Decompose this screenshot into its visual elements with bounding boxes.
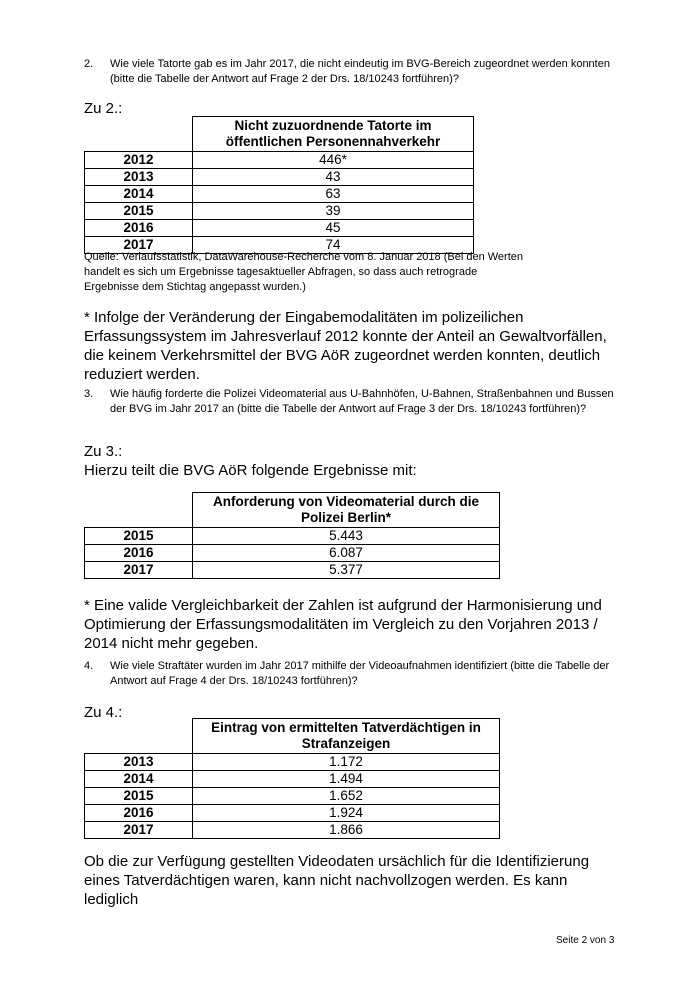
table-answer-4 <box>84 718 500 839</box>
value-cell: 1.172 <box>193 754 500 771</box>
value-cell: 1.652 <box>193 788 500 805</box>
table-row <box>85 562 500 579</box>
table-corner <box>85 493 193 528</box>
value-cell: 63 <box>193 186 474 203</box>
answer-3-heading: Zu 3.: <box>84 443 123 460</box>
year-cell: 2017 <box>85 822 193 839</box>
page-number: Seite 2 von 3 <box>556 935 615 946</box>
value-cell: 43 <box>193 169 474 186</box>
question-2-number: 2. <box>84 58 94 70</box>
year-cell: 2016 <box>85 545 193 562</box>
source-note: Quelle: Verlaufsstatistik, DataWarehouse-Recherche vom 8. Januar 2018 (Bei den Werten handelt es sich um Ergebnisse tagesaktueller Abfragen, so dass auch retrograde Ergebnisse dem Stichtag angepasst wurden.) <box>84 251 524 293</box>
table-corner <box>85 719 193 754</box>
table-row <box>85 754 500 771</box>
year-cell: 2013 <box>85 169 193 186</box>
question-4-text: Wie viele Straftäter wurden im Jahr 2017 mithilfe der Videoaufnahmen identifiziert (bitte die Tabelle der Antwort auf Frage 4 der Drs. 18/10243 fortführen)? <box>110 660 610 687</box>
question-3-number: 3. <box>84 388 94 400</box>
table-row <box>85 545 500 562</box>
answer-2-footnote: * Infolge der Veränderung der Eingabemodalitäten im polizeilichen Erfassungssystem im Jahresverlauf 2012 konnte der Anteil an Gewaltvorfällen, die keinem Verkehrsmittel der BVG AöR zugeordnet werden konnten, deutlich reduziert werden. <box>84 309 607 383</box>
table-row <box>85 169 474 186</box>
year-cell: 2014 <box>85 771 193 788</box>
year-cell: 2016 <box>85 805 193 822</box>
answer-3-intro: Hierzu teilt die BVG AöR folgende Ergebnisse mit: <box>84 462 417 479</box>
table-corner <box>85 117 193 152</box>
closing-paragraph: Ob die zur Verfügung gestellten Videodaten ursächlich für die Identifizierung eines Tatverdächtigen waren, kann nicht nachvollzogen werden. Es kann lediglich <box>84 853 590 908</box>
table-row <box>85 528 500 545</box>
value-cell: 39 <box>193 203 474 220</box>
answer-3-footnote: * Eine valide Vergleichbarkeit der Zahlen ist aufgrund der Harmonisierung und Optimierung der Erfassungsmodalitäten im Vergleich zu den Vorjahren 2013 / 2014 nicht mehr gegeben. <box>84 597 602 652</box>
year-cell: 2016 <box>85 220 193 237</box>
question-3-text: Wie häufig forderte die Polizei Videomaterial aus U-Bahnhöfen, U-Bahnen, Straßenbahnen und Bussen der BVG im Jahr 2017 an (bitte die Tabelle der Antwort auf Frage 3 der Drs. 18/10243 fortführen)? <box>110 388 614 415</box>
year-cell: 2015 <box>85 203 193 220</box>
value-cell: 5.377 <box>193 562 500 579</box>
year-cell: 2012 <box>85 152 193 169</box>
table-row <box>85 203 474 220</box>
table-answer-2 <box>84 116 474 254</box>
value-cell: 1.494 <box>193 771 500 788</box>
value-cell: 1.924 <box>193 805 500 822</box>
table-row <box>85 186 474 203</box>
answer-2-heading: Zu 2.: <box>84 100 123 117</box>
value-cell: 74 <box>193 237 474 254</box>
table-row <box>85 805 500 822</box>
table-row <box>85 220 474 237</box>
table-row <box>85 152 474 169</box>
table-header: Nicht zuzuordnende Tatorte im öffentlichen Personennahverkehr <box>193 117 474 152</box>
value-cell: 1.866 <box>193 822 500 839</box>
value-cell: 45 <box>193 220 474 237</box>
question-4-number: 4. <box>84 660 94 672</box>
table-header: Eintrag von ermittelten Tatverdächtigen in Strafanzeigen <box>193 719 500 754</box>
question-2 <box>84 57 644 87</box>
table-header: Anforderung von Videomaterial durch die Polizei Berlin* <box>193 493 500 528</box>
value-cell: 446* <box>193 152 474 169</box>
table-answer-3 <box>84 492 500 579</box>
question-4 <box>84 659 644 689</box>
year-cell: 2017 <box>85 237 193 254</box>
value-cell: 6.087 <box>193 545 500 562</box>
value-cell: 5.443 <box>193 528 500 545</box>
year-cell: 2014 <box>85 186 193 203</box>
year-cell: 2015 <box>85 528 193 545</box>
year-cell: 2013 <box>85 754 193 771</box>
year-cell: 2015 <box>85 788 193 805</box>
question-2-text: Wie viele Tatorte gab es im Jahr 2017, die nicht eindeutig im BVG-Bereich zugeordnet werden konnten (bitte die Tabelle der Antwort auf Frage 2 der Drs. 18/10243 fortführen)? <box>110 58 610 85</box>
table-row <box>85 771 500 788</box>
table-row <box>85 788 500 805</box>
year-cell: 2017 <box>85 562 193 579</box>
table-row <box>85 822 500 839</box>
question-3 <box>84 387 644 432</box>
answer-4-heading: Zu 4.: <box>84 704 123 721</box>
